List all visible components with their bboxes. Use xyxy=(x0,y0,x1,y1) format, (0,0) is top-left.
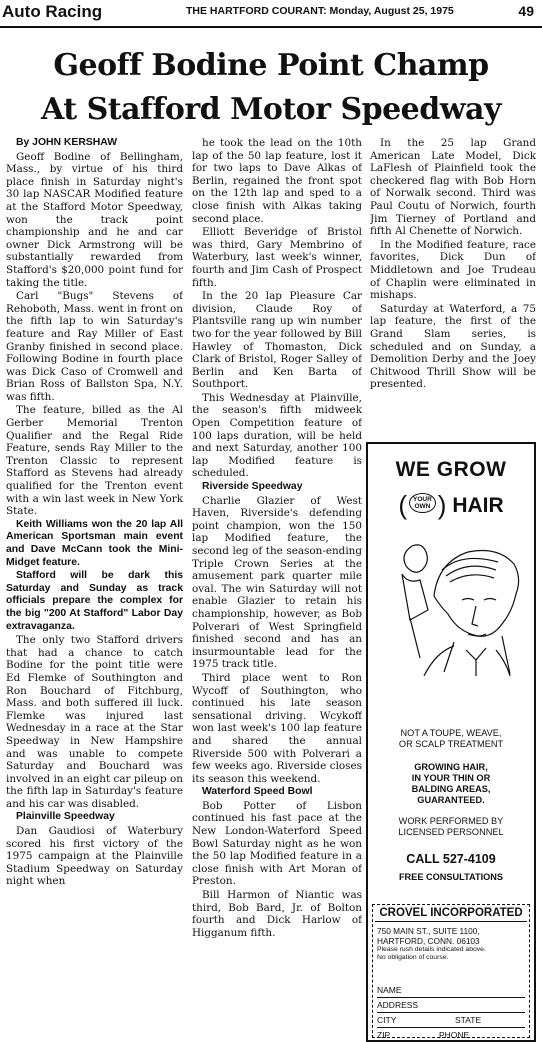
paragraph: In the Modified feature, race favorites, Dick Dun of Middletown and Joe Trudeau of Chaplin were eliminated in mishaps. xyxy=(370,238,536,302)
paragraph: In the 20 lap Pleasure Car division, Claude Roy of Plantsville rang up win number two for the year followed by Bill Hawley of Thomaston, Dick Clark of Bristol, Roger Salley of Berlin and Ken Barta of Southport. xyxy=(192,290,362,391)
ad-phone-number: CALL 527-4109 xyxy=(406,852,496,866)
article-column-2 xyxy=(192,137,362,1042)
paragraph: This Wednesday at Plainville, the season's fifth midweek Open Competition feature of 100 laps duration, will be held and next Saturday, another 100 lap Modified feature is scheduled. xyxy=(192,391,362,480)
section-label: Auto Racing xyxy=(2,2,103,21)
paragraph: Elliott Beveridge of Bristol was third, Gary Membrino of Waterbury, last week's winner, fourth and Jim Cash of Prospect fifth. xyxy=(192,226,362,289)
licensed-text: WORK PERFORMED BY LICENSED PERSONNEL xyxy=(398,816,504,837)
subhead-plainville: Plainville Speedway xyxy=(16,811,115,823)
paragraph: Saturday at Waterford, a 75 lap feature, the first of the Grand Slam series, is scheduled and on Sunday, a Demolition Derby and the Joey Chitwood Thrill Show will be presented. xyxy=(370,302,536,391)
free-consultations: FREE CONSULTATIONS xyxy=(398,872,504,882)
page-header xyxy=(0,0,542,28)
newspaper-masthead: THE HARTFORD COURANT: Monday, August 25, 1975 xyxy=(186,5,454,17)
paragraph: Stafford will be dark this Saturday and Sunday as track officials prepare the complex for the big "200 At Stafford" Labor Day extravaganza. xyxy=(6,570,183,632)
paragraph: Bill Harmon of Niantic was third, Bob Bard, Jr. of Bolton fourth and Dick Harlow of Higganum fifth. xyxy=(192,889,362,939)
subhead-riverside: Riverside Speedway xyxy=(202,481,303,493)
headline-line-2: At Stafford Motor Speedway xyxy=(41,92,501,127)
not-toupe-text: NOT A TOUPE, WEAVE, OR SCALP TREATMENT xyxy=(398,728,504,749)
paragraph: The feature, billed as the Al Gerber Memorial Trenton Qualifier and the Regal Ride Feature, sends Ray Miller to the Trenton Classic to represent Stafford as Stevens had already qualified for the Trenton event with a win last week in New York State. xyxy=(6,404,183,518)
headline-line-1: Geoff Bodine Point Champ xyxy=(53,48,489,83)
coupon-zip-phone-field: ZIP PHONE xyxy=(377,1030,470,1040)
byline: By JOHN KERSHAW xyxy=(16,137,118,148)
paragraph: Geoff Bodine of Bellingham, Mass., by virtue of his third place finish in Saturday night's 30 lap NASCAR Modified feature at the Stafford Motor Speedway, won the track point championship and he and car owner Dick Armstrong will be substantially rewarded from Stafford's $20,000 point fund for taking the title. xyxy=(6,150,183,289)
paragraph: Dan Gaudiosi of Waterbury scored his first victory of the 1975 campaign at the Plainville Stadium Speedway on Saturday night when xyxy=(6,825,183,888)
page-number: 49 xyxy=(518,3,534,19)
man-portrait-illustration xyxy=(384,526,522,676)
paragraph: In the 25 lap Grand American Late Model, Dick LaFlesh of Plainfield took the checkered flag with Bob Horn of Norwalk second. Third was Paul Coutu of Norwich, fourth Jim Tierney of Portland and fifth Al Chenette of Norwich. xyxy=(370,137,536,238)
hair-growth-advertisement xyxy=(366,442,536,1042)
coupon-name-field: NAME xyxy=(377,985,525,998)
paragraph: Bob Potter of Lisbon continued his fast pace at the New London-Waterford Speed Bowl Saturday night as he won the 50 lap Modified feature in a close finish with Art Moran of Preston. xyxy=(192,799,362,888)
your-own-badge: YOUR OWN xyxy=(409,493,436,513)
paragraph: Charlie Glazier of West Haven, Riverside's defending point champion, won the 150 lap Modified feature, the second leg of the season-ending Triple Crown Series at the amusement park quarter mile oval. The win Saturday will not enable Glazier to retain his championship, however, as Bob Polverari of West Springfield finished second and has an insurmountable lead for the 1975 track title. xyxy=(192,494,362,671)
guarantee-text: GROWING HAIR, IN YOUR THIN OR BALDING AREAS, GUARANTEED. xyxy=(411,762,491,805)
coupon-city-state-field: CITY STATE xyxy=(377,1015,525,1028)
mail-in-coupon xyxy=(372,904,530,1038)
paragraph: he took the lead on the 10th lap of the 50 lap feature, lost it for two laps to Dave Alkas of Berlin, regained the front spot on the 12th lap and sped to a close finish with Alkas taking second place. xyxy=(192,137,362,225)
article-column-3 xyxy=(370,137,536,437)
paragraph: Third place went to Ron Wycoff of Southington, who continued his late season sensational driving. Wcykoff won last week's 100 lap feature and shared the annual Riverside 500 with Polverari a few weeks ago. Riverside closes its season this weekend. xyxy=(192,671,362,785)
coupon-address: 750 MAIN ST., SUITE 1100, HARTFORD, CONN. 06103 Please rush details indicated above. No obligation of course. xyxy=(377,926,486,961)
coupon-address-field: ADDRESS xyxy=(377,1000,525,1013)
coupon-company-name: CROVEL INCORPORATED xyxy=(375,907,527,922)
paragraph: Keith Williams won the 20 lap All American Sportsman main event and Dave McCann took the Mini-Midget feature. xyxy=(6,518,183,568)
paragraph: The only two Stafford drivers that had a chance to catch Bodine for the point title were Ed Flemke of Southington and Ron Bouchard of Fitchburg, Mass. and both suffered ill luck. Flemke was injured last Wednesday in a race at the Star Speedway in New Hampshire and was unable to compete Saturday and Bouchard was involved in an eight car pileup on the fifth lap in Saturday's feature and his car was disabled. xyxy=(6,634,183,810)
subhead-waterford: Waterford Speed Bowl xyxy=(202,786,313,798)
paragraph: Carl "Bugs" Stevens of Rehoboth, Mass. went in front on the fifth lap to win Saturday's feature and Ray Miller of East Granby finished in second place. Following Bodine in fourth place was Dick Caso of Cromwell and Brian Ross of Ballston Spa, N.Y. was fifth. xyxy=(6,290,183,403)
ad-title: WE GROW xyxy=(395,458,507,481)
ad-subtitle: ( YOUR OWN ) HAIR xyxy=(398,490,504,520)
article-column-1 xyxy=(6,137,183,1042)
